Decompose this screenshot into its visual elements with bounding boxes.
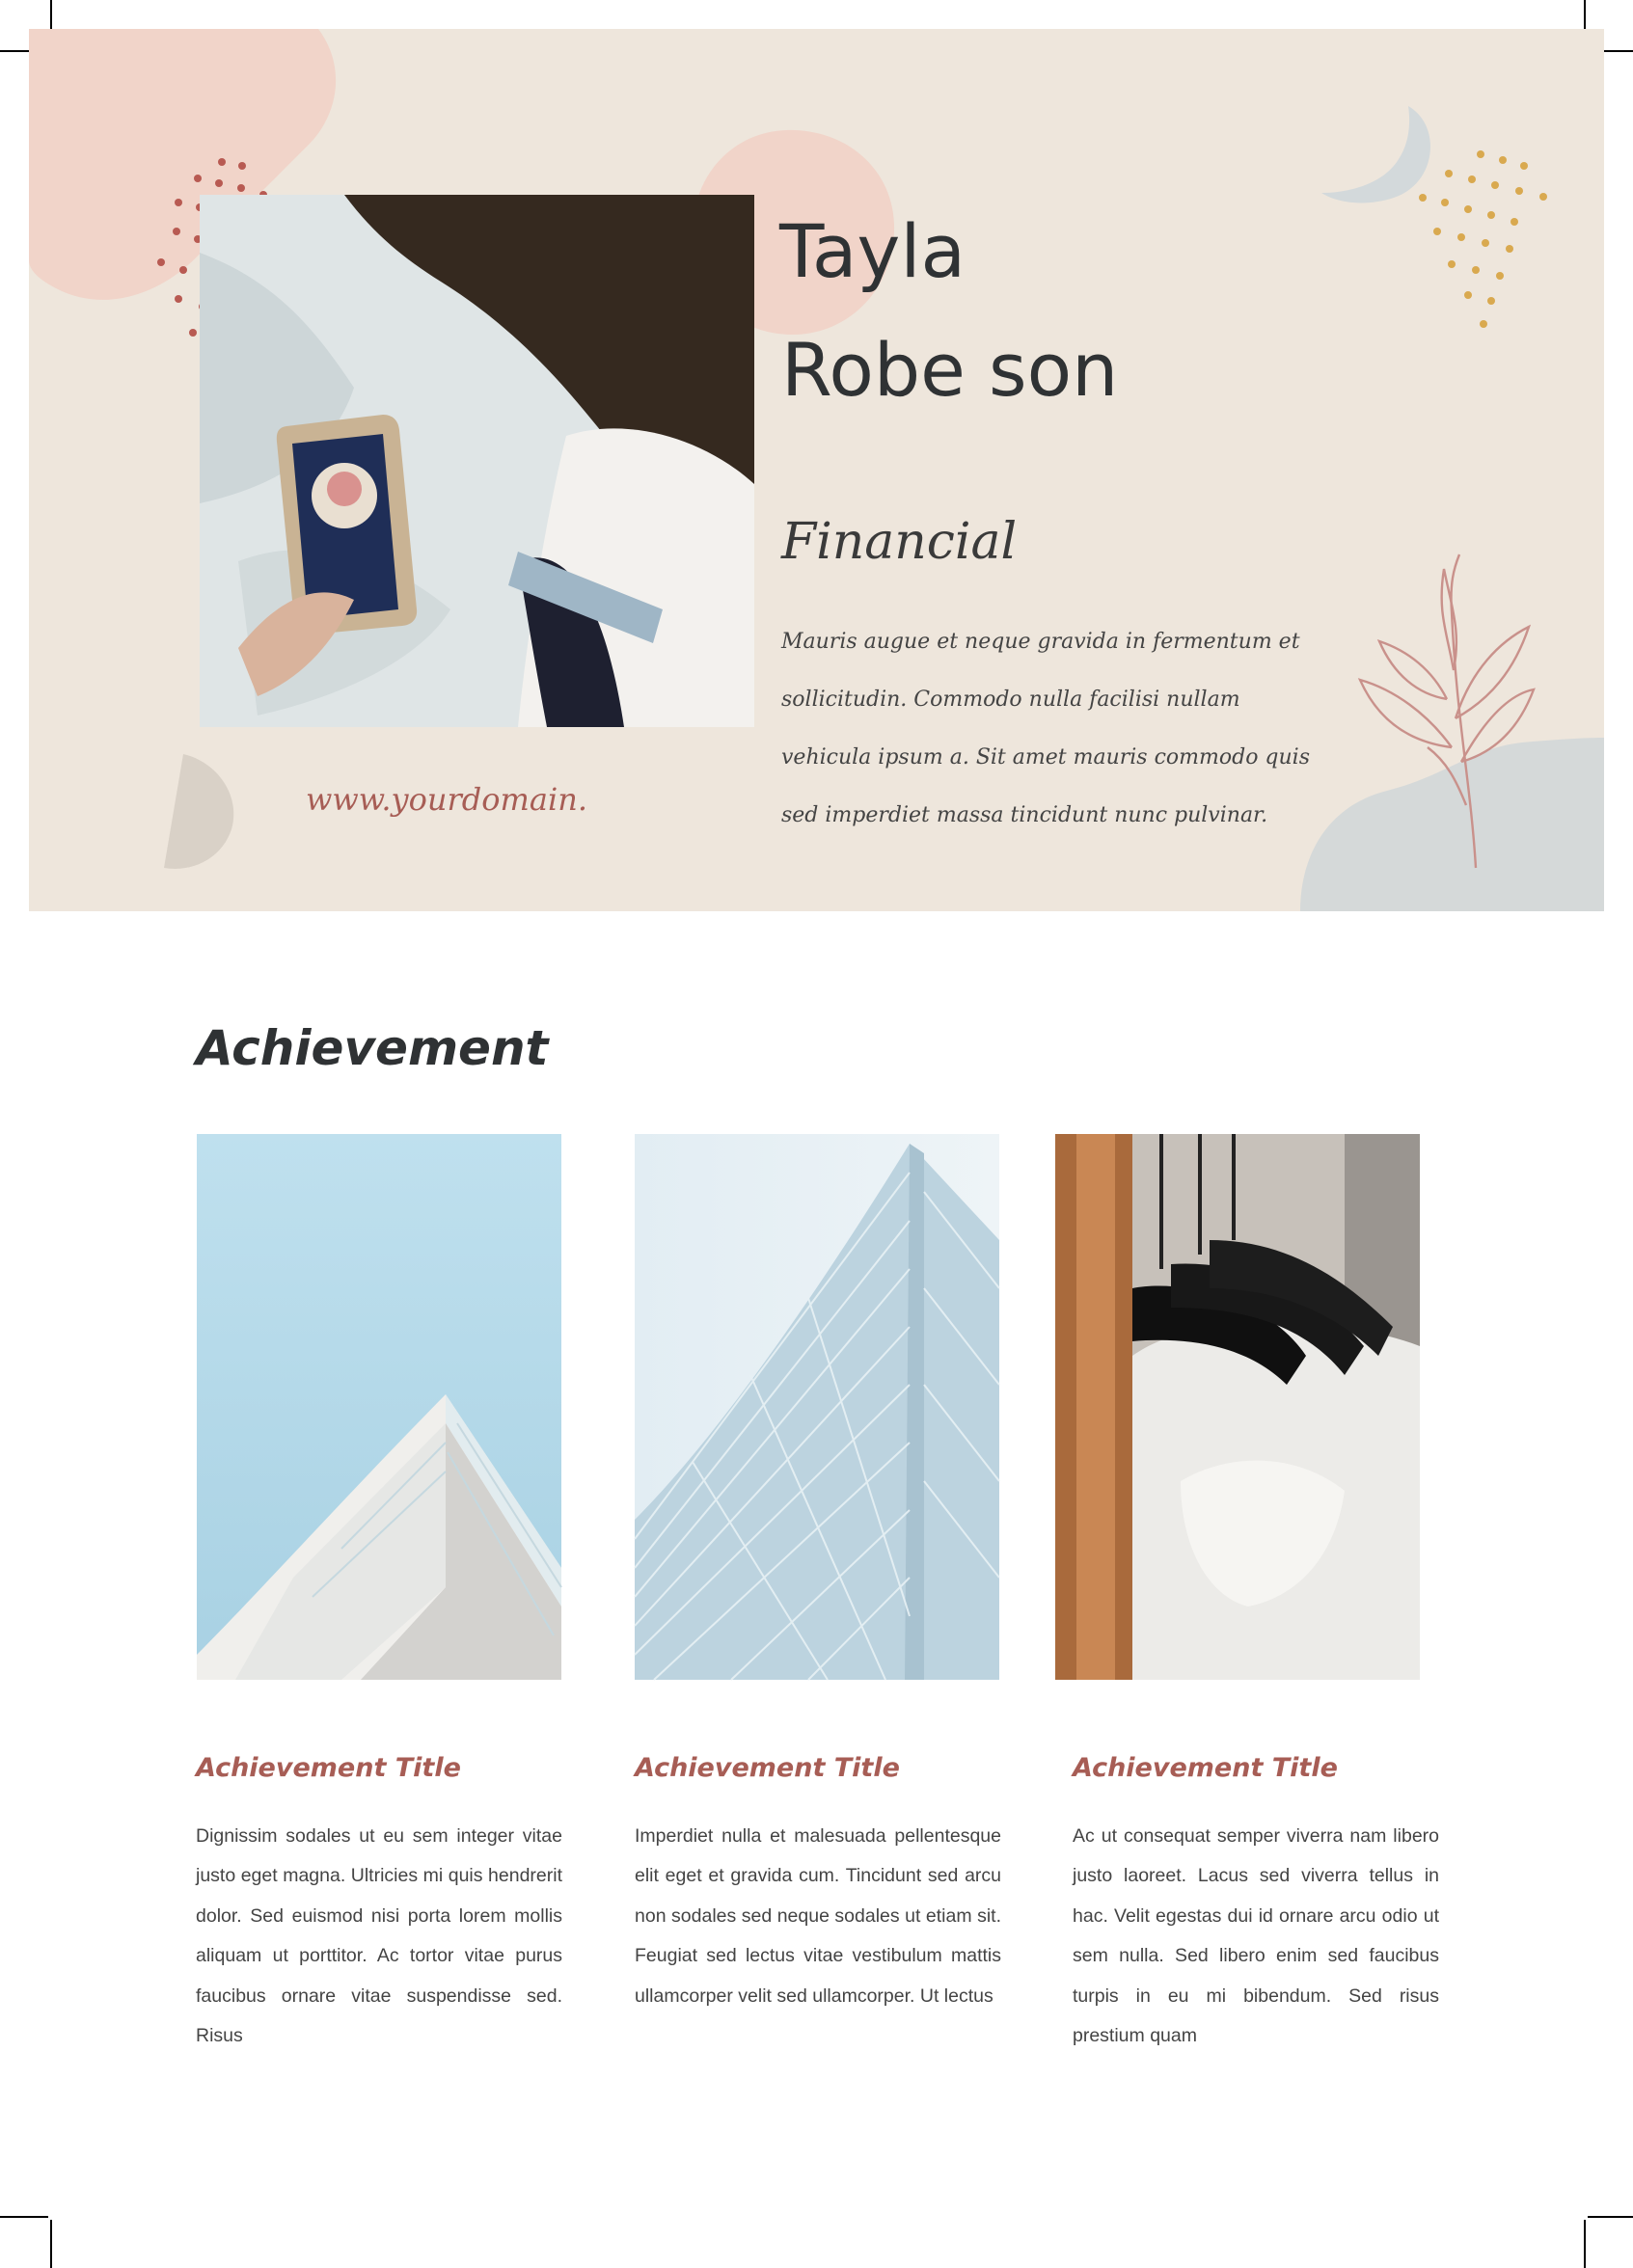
last-name: Robe son: [781, 327, 1119, 413]
crop-mark: [1584, 2220, 1586, 2268]
crop-mark: [0, 2216, 48, 2218]
crop-mark: [50, 2220, 52, 2268]
profile-bio: Mauris augue et neque gravida in fermentum et sollicitudin. Commodo nulla facilisi nullam vehicula ipsum a. Sit amet mauris commodo quis sed imperdiet massa tincidunt nunc pulvinar.: [781, 630, 1311, 827]
achievement-title-2: Achievement Title: [635, 1753, 900, 1783]
gold-dots-decoration: [1379, 145, 1572, 338]
leaf-branch-decoration: [1355, 554, 1538, 873]
half-circle-decoration: [125, 752, 241, 878]
profile-photo: [200, 195, 754, 727]
profile-header: [29, 29, 1604, 911]
achievement-title-1: Achievement Title: [196, 1753, 461, 1783]
achievement-text-3: Ac ut consequat semper viverra nam libero justo laoreet. Lacus sed viverra tellus in hac. Velit egestas dui id ornare arcu odio ut sem nulla. Sed libero enim sed faucibus turpis in eu mi bibendum. Sed risus prestium quam: [1073, 1825, 1439, 2047]
achievement-text-2: Imperdiet nulla et malesuada pellentesque elit eget et gravida cum. Tincidunt sed arcu non sodales sed neque sodales ut etiam sit. Feugiat sed lectus vitae vestibulum mattis ullamcorper velit sed ullamcorper. Ut lectus: [635, 1825, 1001, 2007]
crop-mark: [1588, 2216, 1633, 2218]
achievement-heading: Achievement: [196, 1020, 549, 1076]
achievement-photo-3: [1055, 1134, 1420, 1680]
job-title: Financial: [781, 513, 1018, 571]
achievement-text-1: Dignissim sodales ut eu sem integer vitae justo eget magna. Ultricies mi quis hendrerit dolor. Sed euismod nisi porta lorem mollis aliquam ut porttitor. Ac tortor vitae purus faucibus ornare vitae suspendisse sed. Risus: [196, 1825, 562, 2047]
achievement-photo-2: [635, 1134, 999, 1680]
achievement-title-3: Achievement Title: [1073, 1753, 1338, 1783]
achievement-photo-1: [197, 1134, 561, 1680]
first-name: Tayla: [779, 208, 966, 294]
website-link[interactable]: www.yourdomain.: [306, 781, 587, 818]
